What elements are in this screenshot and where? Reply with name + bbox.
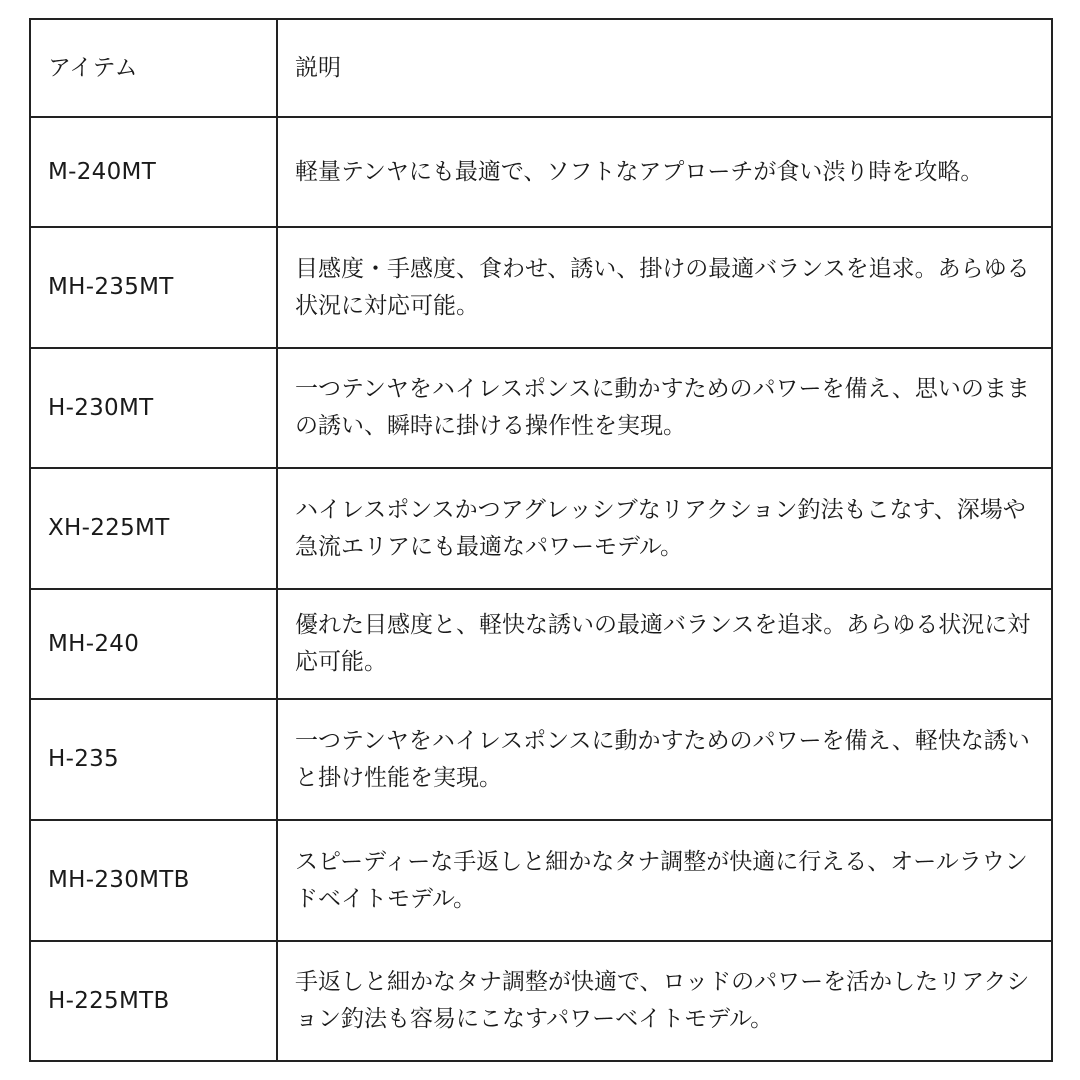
item-cell: H-235 (30, 699, 277, 820)
table-row (30, 941, 1052, 1061)
header-description: 説明 (277, 19, 1052, 117)
description-cell: 軽量テンヤにも最適で、ソフトなアプローチが食い渋り時を攻略。 (277, 117, 1052, 227)
description-cell: 一つテンヤをハイレスポンスに動かすためのパワーを備え、思いのままの誘い、瞬時に掛ける操作性を実現。 (277, 348, 1052, 468)
description-cell: 手返しと細かなタナ調整が快適で、ロッドのパワーを活かしたリアクション釣法も容易にこなすパワーベイトモデル。 (277, 941, 1052, 1061)
description-cell: 優れた目感度と、軽快な誘いの最適バランスを追求。あらゆる状況に対応可能。 (277, 589, 1052, 699)
header-item: アイテム (30, 19, 277, 117)
table-row (30, 699, 1052, 820)
table-row (30, 589, 1052, 699)
table-row (30, 348, 1052, 468)
table-row (30, 117, 1052, 227)
item-cell: MH-235MT (30, 227, 277, 348)
item-cell: MH-230MTB (30, 820, 277, 941)
item-cell: M-240MT (30, 117, 277, 227)
item-cell: H-230MT (30, 348, 277, 468)
description-cell: ハイレスポンスかつアグレッシブなリアクション釣法もこなす、深場や急流エリアにも最適なパワーモデル。 (277, 468, 1052, 589)
item-cell: H-225MTB (30, 941, 277, 1061)
description-cell: 目感度・手感度、食わせ、誘い、掛けの最適バランスを追求。あらゆる状況に対応可能。 (277, 227, 1052, 348)
item-cell: MH-240 (30, 589, 277, 699)
description-cell: スピーディーな手返しと細かなタナ調整が快適に行える、オールラウンドベイトモデル。 (277, 820, 1052, 941)
table-header-row (30, 19, 1052, 117)
table-row (30, 820, 1052, 941)
table-row (30, 468, 1052, 589)
item-cell: XH-225MT (30, 468, 277, 589)
rod-spec-table (29, 18, 1053, 1062)
description-cell: 一つテンヤをハイレスポンスに動かすためのパワーを備え、軽快な誘いと掛け性能を実現。 (277, 699, 1052, 820)
table-row (30, 227, 1052, 348)
